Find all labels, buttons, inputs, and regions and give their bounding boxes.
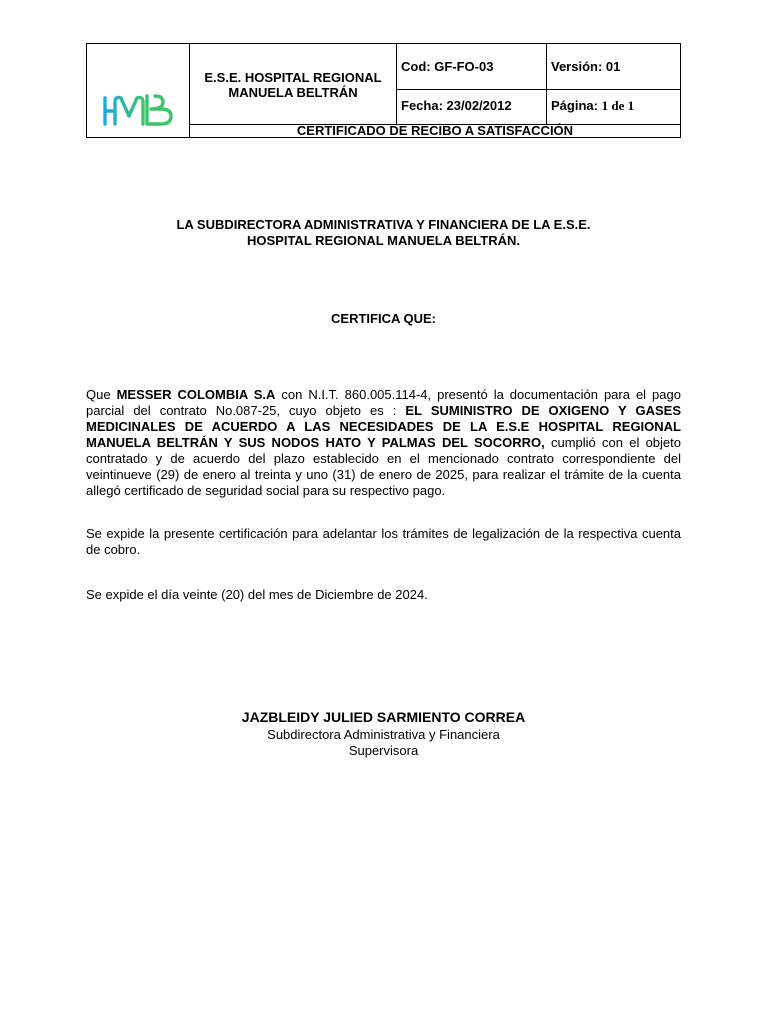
certification-paragraph bbox=[86, 387, 681, 499]
p1-contract-text: con N.I.T. 860.005.114-4, presentó la documentación para el pago parcial del contrato No.087-25, cuyo objeto es : bbox=[86, 387, 681, 418]
signatory-role-2: Supervisora bbox=[348, 743, 419, 758]
issuer-heading bbox=[86, 217, 681, 249]
purpose-paragraph: Se expide la presente certificación para adelantar los trámites de legalización de la respectiva cuenta de cobro. bbox=[86, 526, 681, 557]
contract-object: EL SUMINISTRO DE OXIGENO Y GASES MEDICINALES DE ACUERDO A LAS NECESIDADES DE LA E.S.E HOSPITAL REGIONAL MANUELA BELTRÁN Y SUS NODOS HATO Y PALMAS DEL SOCORRO, bbox=[86, 403, 681, 450]
institution-line-1: E.S.E. HOSPITAL REGIONAL bbox=[204, 70, 382, 85]
p1-closing-text: cumplió con el objeto contratado y de acuerdo del plazo establecido en el mencionado contrato correspondiente del veintinueve (29) de enero al treinta y uno (31) de enero de 2025, para realizar el trámite de la cuenta allegó certificado de seguridad social para su respectivo pago. bbox=[86, 435, 681, 498]
page-value: 1 de 1 bbox=[601, 98, 635, 113]
certifica-heading: CERTIFICA QUE: bbox=[331, 311, 436, 326]
signatory-role: Subdirectora Administrativa y Financiera bbox=[267, 727, 500, 742]
issue-date-paragraph: Se expide el día veinte (20) del mes de Diciembre de 2024. bbox=[86, 587, 428, 602]
logo-cell bbox=[87, 44, 190, 137]
issuer-heading-line-1: LA SUBDIRECTORA ADMINISTRATIVA Y FINANCIERA DE LA E.S.E. bbox=[176, 217, 591, 232]
version-cell: Versión: 01 bbox=[547, 44, 680, 90]
institution-line-2: MANUELA BELTRÁN bbox=[228, 85, 358, 100]
code-cell: Cod: GF-FO-03 bbox=[397, 44, 547, 90]
signatory-name: JAZBLEIDY JULIED SARMIENTO CORREA bbox=[241, 709, 526, 725]
p1-intro: Que bbox=[86, 387, 117, 402]
hospital-logo bbox=[101, 92, 175, 128]
date-cell: Fecha: 23/02/2012 bbox=[397, 90, 547, 124]
page-label: Página: bbox=[551, 98, 598, 113]
company-name: MESSER COLOMBIA S.A bbox=[116, 387, 276, 402]
issuer-heading-line-2: HOSPITAL REGIONAL MANUELA BELTRÁN. bbox=[247, 233, 520, 248]
page-cell bbox=[547, 90, 680, 124]
form-title: CERTIFICADO DE RECIBO A SATISFACCIÓN bbox=[190, 124, 680, 137]
document-header-table bbox=[86, 43, 681, 138]
institution-name-cell bbox=[190, 44, 397, 124]
